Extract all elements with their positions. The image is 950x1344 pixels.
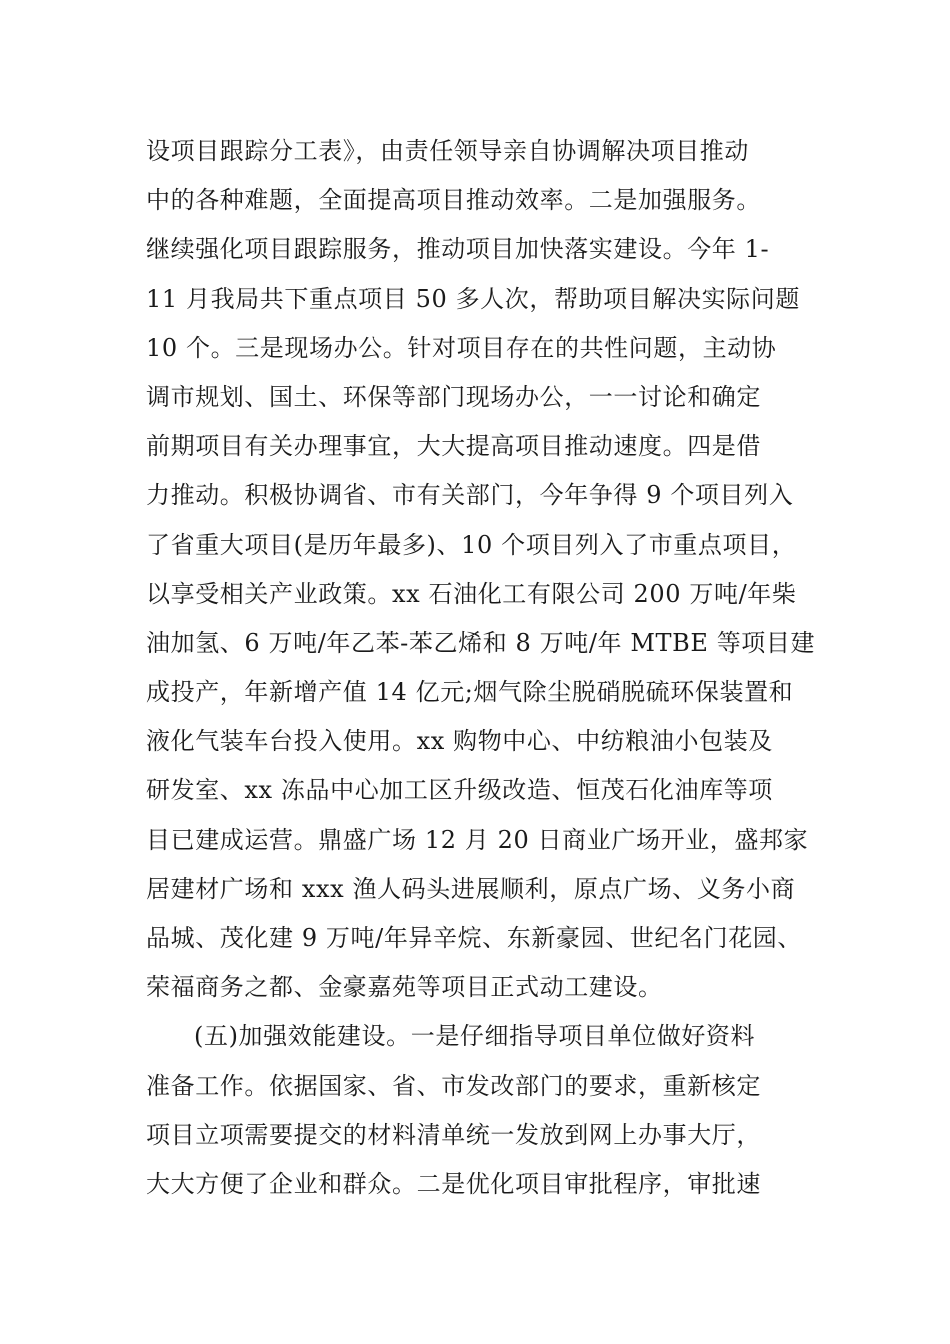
text-line: 研发室、xx 冻品中心加工区升级改造、恒茂石化油库等项 (146, 776, 773, 805)
text-line: 准备工作。依据国家、省、市发改部门的要求，重新核定 (146, 1071, 761, 1100)
text-line: 中的各种难题，全面提高项目推动效率。二是加强服务。 (146, 186, 761, 215)
text-line: 继续强化项目跟踪服务，推动项目加快落实建设。今年 1- (146, 235, 770, 264)
text-line: 了省重大项目(是历年最多)、10 个项目列入了市重点项目， (146, 530, 797, 559)
text-line: 成投产，年新增产值 14 亿元;烟气除尘脱硝脱硫环保装置和 (146, 678, 794, 707)
text-line: 设项目跟踪分工表》，由责任领导亲自协调解决项目推动 (146, 137, 749, 165)
text-line: 荣福商务之都、金豪嘉苑等项目正式动工建设。 (146, 973, 663, 1002)
text-line: 品城、茂化建 9 万吨/年异辛烷、东新豪园、世纪名门花园、 (146, 924, 803, 952)
text-line: 油加氢、6 万吨/年乙苯-苯乙烯和 8 万吨/年 MTBE 等项目建 (146, 628, 816, 657)
text-line: 力推动。积极协调省、市有关部门，今年争得 9 个项目列入 (146, 481, 794, 510)
text-line: 前期项目有关办理事宜，大大提高项目推动速度。四是借 (146, 432, 761, 461)
text-line: 以享受相关产业政策。xx 石油化工有限公司 200 万吨/年柴 (146, 579, 797, 608)
text-line: 项目立项需要提交的材料清单统一发放到网上办事大厅， (146, 1120, 761, 1149)
text-line: 调市规划、国土、环保等部门现场办公，一一讨论和确定 (146, 382, 761, 411)
text-line: 居建材广场和 xxx 渔人码头进展顺利，原点广场、义务小商 (146, 874, 796, 903)
text-line: 11 月我局共下重点项目 50 多人次，帮助项目解决实际问题 (146, 284, 800, 313)
paragraph-heading-line: (五)加强效能建设。一是仔细指导项目单位做好资料 (194, 1022, 756, 1051)
text-line: 大大方便了企业和群众。二是优化项目审批程序，审批速 (146, 1169, 761, 1198)
text-line: 10 个。三是现场办公。针对项目存在的共性问题，主动协 (146, 333, 777, 362)
document-body (146, 127, 846, 1209)
text-line: 目已建成运营。鼎盛广场 12 月 20 日商业广场开业，盛邦家 (146, 825, 809, 854)
text-line: 液化气装车台投入使用。xx 购物中心、中纺粮油小包装及 (146, 727, 773, 756)
